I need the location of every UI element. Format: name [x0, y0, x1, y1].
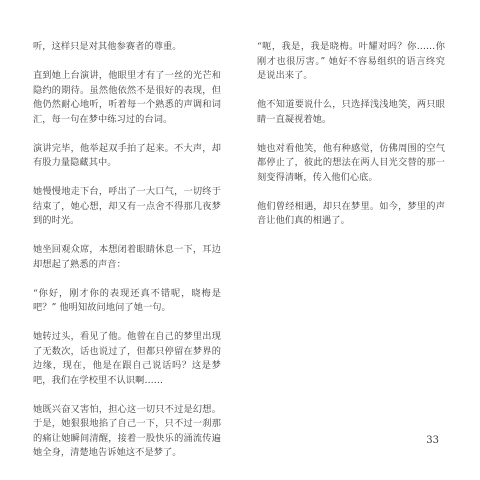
- paragraph: “你好，刚才你的表现还真不错呢，晓梅是吧？” 他明知故问地问了她一句。: [33, 287, 221, 313]
- paragraph: 她也对看他笑，他有种感觉，仿佛周围的空气都停止了，彼此的想法在两人目光交替的那一刻变得清晰，传入他们心底。: [257, 142, 445, 183]
- paragraph: 演讲完毕，他举起双手拍了起来。不大声，却有股力量隐藏其中。: [33, 142, 221, 168]
- paragraph: 她既兴奋又害怕，担心这一切只不过是幻想。于是，她狠狠地掐了自己一下，只不过一刹那的痛让她瞬间清醒，接着一股快乐的涌流传遍她全身，清楚地告诉她这不是梦了。: [33, 403, 221, 458]
- left-column: [33, 40, 221, 475]
- paragraph: “呃，我是，我是晓梅。叶耀对吗？你……你刚才也很厉害。” 她好不容易组织的语言终究是说出来了。: [257, 41, 445, 81]
- paragraph: 她转过头，看见了他。他曾在自己的梦里出现了无数次，话也说过了，但都只停留在梦界的边缘，现在，他是在跟自己说话吗？这是梦吧，我们在学校里不认识啊……: [33, 331, 221, 386]
- paragraph: 听，这样只是对其他参赛者的尊重。: [33, 41, 182, 52]
- paragraph: 她慢慢地走下台，呼出了一大口气，一切终于结束了，她心想，却又有一点舍不得那几夜梦到的时光。: [33, 186, 221, 226]
- right-column: [257, 40, 445, 243]
- paragraph: 她坐回观众席，本想闭着眼睛休息一下，耳边却想起了熟悉的声音：: [33, 244, 221, 270]
- paragraph: 直到她上台演讲，他眼里才有了一丝的光芒和隐约的期待。虽然他依然不是很好的表现，但他仍然耐心地听，听着每一个熟悉的声调和词汇，每一句在梦中练习过的台词。: [33, 70, 221, 125]
- paragraph: 他不知道要说什么，只选择浅浅地笑，两只眼睛一直凝视着她。: [257, 99, 445, 125]
- paragraph: 他们曾经相遇，却只在梦里。如今，梦里的声音让他们真的相遇了。: [257, 200, 445, 226]
- page-number: 33: [426, 435, 439, 446]
